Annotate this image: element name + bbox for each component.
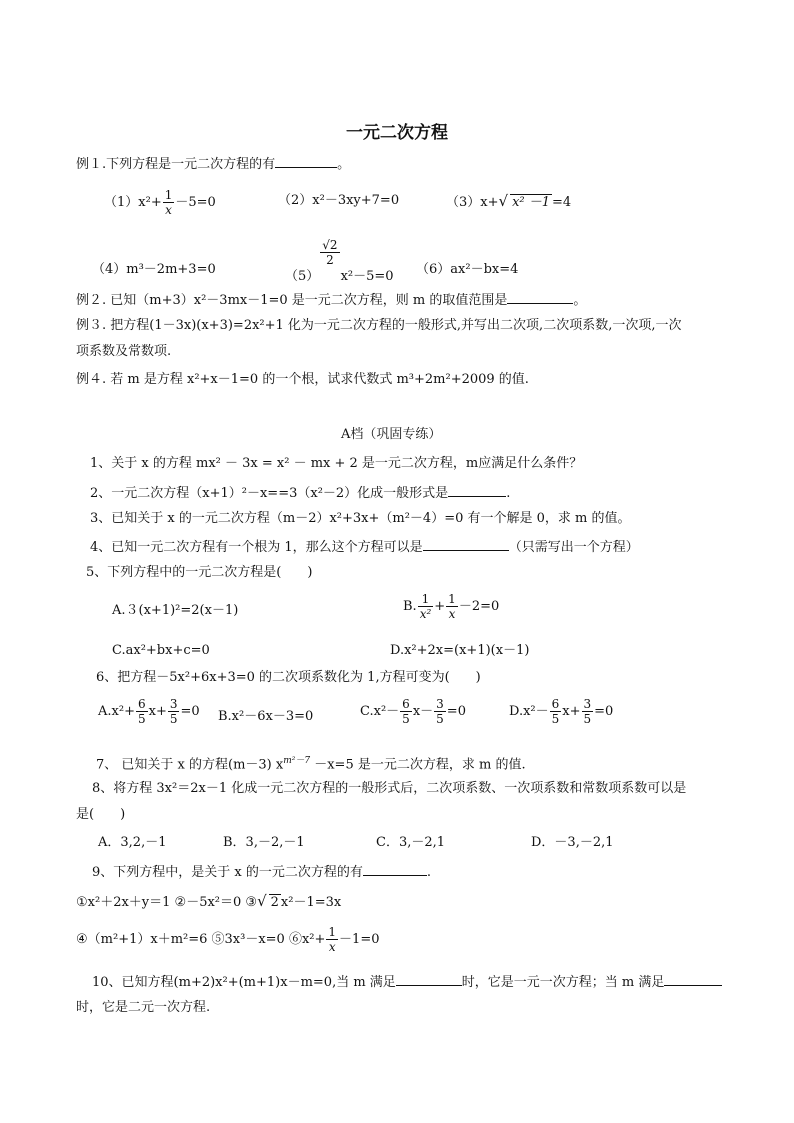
question-9-suffix: . — [426, 865, 432, 880]
denominator: 5 — [137, 712, 146, 726]
denominator: 5 — [402, 712, 410, 726]
question-6-option-d — [509, 697, 613, 726]
denominator: x² — [419, 607, 432, 621]
option-text: =0 — [180, 704, 200, 719]
option-text: =0 — [594, 704, 614, 719]
fraction — [446, 592, 458, 621]
sqrt-sign: √ — [257, 892, 267, 910]
option-text: B. — [403, 599, 417, 614]
answer-blank[interactable] — [275, 155, 337, 168]
answer-blank[interactable] — [507, 291, 573, 304]
fraction — [326, 925, 338, 954]
option-text: －2=0 — [458, 599, 500, 614]
example-2-suffix: 。 — [573, 293, 587, 308]
example-1-option-2: （2）x²－3xy+7=0 — [278, 193, 400, 208]
question-8-option-d: D．－3,－2,1 — [531, 835, 614, 850]
fraction — [400, 697, 412, 726]
example-1-option-4: （4）m³－2m+3=0 — [92, 262, 216, 277]
option-text: x²－5=0 — [340, 269, 394, 284]
question-6: 6、把方程－5x²+6x+3=0 的二次项系数化为 1,方程可变为( ) — [96, 670, 481, 685]
question-4-suffix: （只需写出一个方程） — [508, 540, 639, 555]
question-8-line-2: 是( ) — [76, 807, 126, 822]
question-9-row-2 — [76, 925, 379, 954]
question-5: 5、下列方程中的一元二次方程是( ) — [86, 565, 313, 580]
numerator: 3 — [169, 697, 178, 711]
fraction — [163, 188, 175, 217]
numerator: √2 — [322, 238, 338, 252]
question-8-option-b: B．3,－2,－1 — [223, 835, 305, 850]
question-5-option-c: C.ax²+bx+c=0 — [112, 643, 210, 658]
option-text: D.x²－ — [509, 704, 549, 719]
question-7-text: 7、 已知关于 x 的方程(m－3) x — [96, 757, 284, 773]
option-text: =4 — [552, 195, 572, 210]
question-1: 1、关于 x 的方程 mx² － 3x = x² － mx + 2 是一元二次方程，m应满足什么条件？ — [90, 456, 583, 471]
option-text: x²－1=3x — [280, 895, 342, 910]
exponent: m²－7 — [283, 756, 311, 766]
example-1-suffix: 。 — [337, 157, 351, 172]
answer-blank[interactable] — [664, 973, 722, 986]
question-5-option-b — [403, 592, 499, 621]
denominator: x — [448, 607, 456, 621]
denominator: 5 — [169, 712, 178, 726]
fraction — [320, 238, 339, 267]
example-2-text: 例２. 已知（m+3）x²－3mx－1=0 是一元二次方程，则 m 的取值范围是 — [76, 293, 508, 308]
sqrt-sign: √ — [498, 192, 509, 210]
question-3: 3、已知关于 x 的一元二次方程（m－2）x²+3x+（m²－4）=0 有一个解是 0，求 m 的值。 — [90, 511, 631, 526]
example-1-option-3 — [446, 193, 571, 211]
question-10-text: 10、已知方程(m+2)x²+(m+1)x－m=0,当 m 满足 — [92, 975, 396, 990]
numerator: 1 — [448, 592, 456, 606]
example-1 — [76, 155, 350, 173]
example-4: 例４. 若 m 是方程 x²+x－1=0 的一个根，试求代数式 m³+2m²+2009 的值. — [76, 372, 529, 387]
section-a-heading: A档（巩固专练） — [341, 427, 442, 442]
page-title: 一元二次方程 — [346, 123, 448, 143]
option-text: x+ — [148, 704, 167, 719]
question-8-line-1: 8、将方程 3x²＝2x－1 化成一元二次方程的一般形式后，二次项系数、一次项系数和常数项系数可以是 — [92, 781, 687, 796]
question-4 — [90, 538, 639, 556]
numerator: 1 — [164, 188, 173, 202]
option-text: x－ — [412, 704, 434, 719]
fraction — [136, 697, 148, 726]
example-1-option-1 — [104, 188, 216, 217]
question-7-text: －x=5 是一元二次方程，求 m 的值. — [310, 757, 526, 773]
answer-blank[interactable] — [448, 484, 506, 497]
question-9-row-1 — [76, 893, 341, 911]
question-2-text: 2、一元二次方程（x+1）²－x==3（x²－2）化成一般形式是 — [90, 486, 449, 501]
answer-blank[interactable] — [423, 538, 509, 551]
question-2 — [90, 484, 510, 502]
question-9-text: 9、下列方程中，是关于 x 的一元二次方程的有 — [92, 865, 363, 880]
question-8-option-a: A．3,2,－1 — [98, 835, 167, 850]
fraction — [418, 592, 434, 621]
option-text: （1）x²+ — [104, 195, 162, 210]
fraction — [434, 697, 446, 726]
denominator: 5 — [436, 712, 444, 726]
example-3-line-1: 例３. 把方程(1－3x)(x+3)=2x²+1 化为一元二次方程的一般形式,并写出二次项,二次项系数,一次项,一次 — [76, 318, 682, 333]
option-text: （3）x+ — [446, 195, 499, 210]
numerator: 6 — [402, 697, 410, 711]
option-text: －1=0 — [339, 932, 380, 947]
example-1-option-5 — [285, 238, 394, 284]
numerator: 6 — [137, 697, 146, 711]
numerator: 6 — [551, 697, 560, 711]
numerator: 1 — [418, 592, 434, 607]
fraction — [550, 697, 562, 726]
option-text: ①x²＋2x＋y＝1 ②－5x²＝0 ③ — [76, 895, 258, 910]
option-text: x+ — [562, 704, 581, 719]
question-2-suffix: . — [506, 486, 511, 501]
denominator: x — [165, 203, 172, 217]
option-text: C.x²－ — [360, 704, 400, 719]
question-10-line-1 — [92, 973, 722, 991]
numerator: 1 — [328, 925, 337, 939]
question-6-option-c — [360, 697, 466, 726]
denominator: 5 — [551, 712, 560, 726]
denominator: 5 — [583, 712, 592, 726]
numerator: 3 — [436, 697, 444, 711]
example-1-text: 例１.下列方程是一元二次方程的有 — [76, 157, 276, 172]
denominator: 2 — [326, 253, 334, 267]
option-text: A.x²+ — [98, 704, 135, 719]
option-text: （5） — [285, 269, 320, 284]
question-4-text: 4、已知一元二次方程有一个根为 1，那么这个方程可以是 — [90, 540, 423, 555]
denominator: x — [328, 940, 336, 954]
answer-blank[interactable] — [396, 973, 462, 986]
numerator: 3 — [583, 697, 592, 711]
example-1-option-6: （6）ax²－bx=4 — [416, 262, 519, 277]
fraction — [168, 697, 180, 726]
question-9 — [92, 863, 431, 881]
option-text: + — [434, 599, 446, 614]
option-text: =0 — [446, 704, 466, 719]
example-3-line-2: 项系数及常数项. — [76, 344, 172, 359]
option-text: －5=0 — [175, 195, 216, 210]
question-5-option-d: D.x²+2x=(x+1)(x－1) — [390, 643, 530, 658]
question-10-line-2: 时，它是二元一次方程. — [76, 1000, 211, 1015]
question-5-option-a: A.３(x+1)²=2(x－1) — [112, 603, 239, 618]
question-6-option-b: B.x²－6x－3=0 — [218, 709, 314, 724]
sqrt-content: x² －1 — [512, 195, 551, 210]
question-7 — [96, 753, 526, 773]
question-8-option-c: C．3,－2,1 — [376, 835, 446, 850]
sqrt-content: 2 — [270, 895, 279, 910]
question-6-option-a — [98, 697, 200, 726]
answer-blank[interactable] — [363, 863, 427, 876]
option-text: ④（m²+1）x＋m²=6 ⑤3x³－x=0 ⑥x²+ — [76, 932, 326, 947]
question-10-text: 时，它是一元一次方程；当 m 满足 — [461, 975, 665, 990]
fraction — [582, 697, 594, 726]
example-2 — [76, 291, 586, 309]
